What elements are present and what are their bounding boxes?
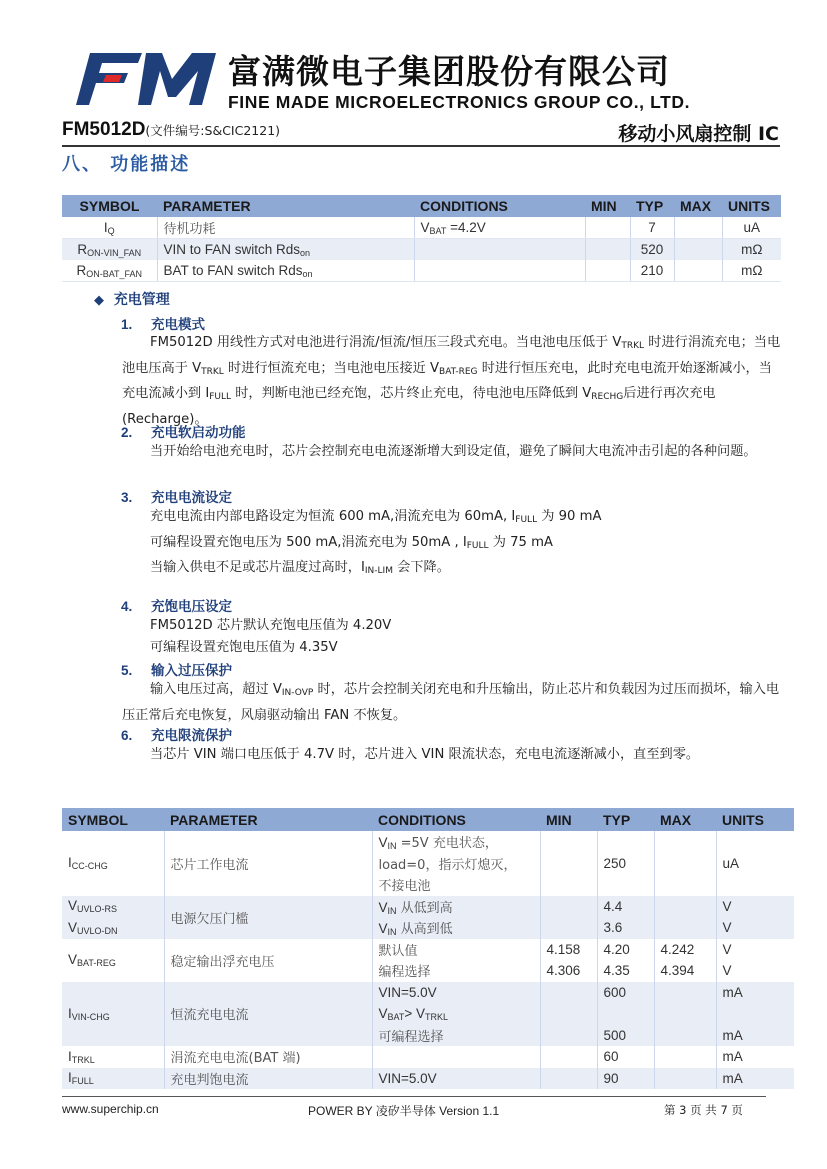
unit-cell: mA <box>716 1025 794 1047</box>
item-4-line-2: 可编程设置充饱电压值为 4.35V <box>150 639 338 655</box>
typ-cell: 250 <box>597 831 654 896</box>
parameter-cell: 待机功耗 <box>157 217 414 239</box>
col-header-min: MIN <box>540 808 597 831</box>
unit-cell: V <box>716 960 794 982</box>
footer-power-by: POWER BY 凌矽半导体 Version 1.1 <box>308 1104 500 1118</box>
footer-website: www.superchip.cn <box>62 1102 159 1116</box>
min-cell <box>540 1046 597 1068</box>
typ-cell: 7 <box>630 217 674 239</box>
symbol-cell: $R_{ON-VIN\_FAN}$ <box>62 239 157 261</box>
conditions-cell: VIN=5.0V <box>372 982 540 1004</box>
item-4-paragraph <box>122 615 782 658</box>
parameter-cell: 充电判饱电流 <box>164 1068 372 1090</box>
min-cell <box>540 917 597 939</box>
max-cell <box>654 1046 716 1068</box>
min-cell <box>585 239 630 261</box>
table-header-row <box>62 808 794 831</box>
unit-cell: V <box>716 917 794 939</box>
col-header-symbol: SYMBOL <box>62 195 157 217</box>
max-cell <box>654 896 716 918</box>
symbol-cell: $V_{BAT-REG}$ <box>62 939 164 982</box>
conditions-cell: 不接电池 <box>372 874 540 896</box>
document-model <box>62 119 280 141</box>
parameter-cell: VIN to FAN switch Rds$_{on}$ <box>157 239 414 261</box>
conditions-cell: $V_{BAT} =4.2V$ <box>414 217 585 239</box>
col-header-max: MAX <box>654 808 716 831</box>
item-3-line-1: 充电电流由内部电路设定为恒流 600 mA,涓流充电为 60mA, $I_{FULL}$ 为 90 mA <box>150 509 602 525</box>
item-3-line-2: 可编程设置充饱电压为 500 mA,涓流充电为 50mA , $I_{FULL}$ 为 75 mA <box>150 534 553 551</box>
typ-cell: 4.20 <box>597 939 654 961</box>
max-cell: 4.394 <box>654 960 716 982</box>
symbol-cell: $I_{CC-CHG}$ <box>62 831 164 896</box>
min-cell: 4.158 <box>540 939 597 961</box>
min-cell <box>540 831 597 896</box>
diamond-bullet-icon: ◆ <box>94 293 104 308</box>
item-6-paragraph: 当芯片 VIN 端口电压低于 4.7V 时，芯片进入 VIN 限流状态，充电电流逐渐减小，直至到零。 <box>150 747 700 762</box>
typ-cell: 500 <box>597 1025 654 1047</box>
col-header-typ: TYP <box>630 195 674 217</box>
header-divider <box>62 145 780 147</box>
parameter-cell: 电源欠压门槛 <box>164 896 372 939</box>
typ-cell: 210 <box>630 260 674 282</box>
col-header-symbol: SYMBOL <box>62 808 164 831</box>
max-cell <box>654 982 716 1047</box>
symbol-cell: $I_{TRKL}$ <box>62 1046 164 1068</box>
item-5-paragraph: 输入电压过高，超过 $V_{IN-OVP}$ 时，芯片会控制关闭充电和升压输出，防止芯片和负载因为过压而损坏，输入电压正常后充电恢复，风扇驱动输出 FAN 不恢复。 <box>122 682 780 723</box>
min-cell <box>585 217 630 239</box>
item-5-heading: 5. 输入过压保护 <box>121 663 232 679</box>
conditions-cell: load=0，指示灯熄灭， <box>372 853 540 875</box>
typ-cell: 3.6 <box>597 917 654 939</box>
unit-cell: uA <box>716 831 794 896</box>
item-6-heading: 6. 充电限流保护 <box>121 728 232 744</box>
unit-cell: mA <box>716 982 794 1004</box>
parameter-cell: 恒流充电电流 <box>164 982 372 1047</box>
col-header-parameter: PARAMETER <box>157 195 414 217</box>
max-cell <box>654 917 716 939</box>
unit-cell <box>716 1003 794 1025</box>
conditions-cell: $V_{IN} =5V$ 充电状态， <box>372 831 540 853</box>
item-3-heading: 3. 充电电流设定 <box>121 490 232 506</box>
min-cell <box>585 260 630 282</box>
section-heading: 八、 功能描述 <box>62 154 191 175</box>
table-row <box>62 217 781 239</box>
conditions-cell: 编程选择 <box>372 960 540 982</box>
symbol-cell: $I_Q$ <box>62 217 157 239</box>
table-header-row <box>62 195 781 217</box>
company-name-cn: 富满微电子集团股份有限公司 <box>228 52 670 91</box>
min-cell: 4.306 <box>540 960 597 982</box>
parameter-cell: 芯片工作电流 <box>164 831 372 896</box>
unit-cell: uA <box>722 217 781 239</box>
conditions-cell: VIN=5.0V <box>372 1068 540 1090</box>
col-header-parameter: PARAMETER <box>164 808 372 831</box>
spec-table-1 <box>62 195 781 282</box>
typ-cell: 4.4 <box>597 896 654 918</box>
table-row <box>62 831 794 853</box>
footer-divider <box>62 1096 766 1097</box>
conditions-cell: $V_{IN}$ 从低到高 <box>372 896 540 918</box>
symbol-cell: $V_{UVLO-RS}$ <box>62 896 164 918</box>
product-title: 移动小风扇控制 IC <box>618 123 779 145</box>
item-1-paragraph: FM5012D 用线性方式对电池进行涓流/恒流/恒压三段式充电。当电池电压低于 $V_{TRKL}$ 时进行涓流充电；当电池电压高于 $V_{TRKL}$ 时进行恒流充电；当电池电压接近 $V_{BAT-REG}$ 时进行恒压充电，此时充电电流开始逐渐减小，当充电流减小到 $I_{FULL}$ 时，判断电池已经充饱，芯片终止充电，待电池电压降低到 $V_{RECHG}$后进行再次充电(Recharge)。 <box>122 335 781 428</box>
col-header-max: MAX <box>674 195 722 217</box>
symbol-cell: $I_{FULL}$ <box>62 1068 164 1090</box>
symbol-cell: $I_{VIN-CHG}$ <box>62 982 164 1047</box>
item-3-paragraph <box>122 506 782 583</box>
col-header-typ: TYP <box>597 808 654 831</box>
item-4-heading: 4. 充饱电压设定 <box>121 599 232 615</box>
document-code: (文件编号:S&CIC2121) <box>145 123 281 138</box>
table-row <box>62 260 781 282</box>
parameter-cell: BAT to FAN switch Rds$_{on}$ <box>157 260 414 282</box>
col-header-conditions: CONDITIONS <box>372 808 540 831</box>
col-header-units: UNITS <box>722 195 781 217</box>
table-row <box>62 939 794 961</box>
max-cell <box>674 217 722 239</box>
table-row <box>62 896 794 918</box>
symbol-cell: $R_{ON-BAT\_FAN}$ <box>62 260 157 282</box>
item-4-line-1: FM5012D 芯片默认充饱电压值为 4.20V <box>150 618 392 633</box>
spec-table-2 <box>62 808 794 1089</box>
footer-page-number: 第 3 页 共 7 页 <box>664 1103 743 1117</box>
unit-cell: mΩ <box>722 260 781 282</box>
conditions-cell: $V_{BAT}> V_{TRKL}$ <box>372 1003 540 1025</box>
typ-cell: 90 <box>597 1068 654 1090</box>
conditions-cell <box>414 239 585 261</box>
unit-cell: mA <box>716 1046 794 1068</box>
charge-management-heading: ◆ 充电管理 <box>94 292 170 308</box>
model-number: FM5012D <box>62 119 146 140</box>
typ-cell: 60 <box>597 1046 654 1068</box>
table-row <box>62 982 794 1004</box>
typ-cell: 520 <box>630 239 674 261</box>
max-cell <box>674 239 722 261</box>
conditions-cell <box>414 260 585 282</box>
max-cell <box>654 1068 716 1090</box>
item-3-line-3: 当输入供电不足或芯片温度过高时，$I_{IN-LIM}$ 会下降。 <box>150 560 450 577</box>
conditions-cell: 可编程选择 <box>372 1025 540 1047</box>
table-row <box>62 239 781 261</box>
max-cell <box>674 260 722 282</box>
typ-cell <box>597 1003 654 1025</box>
col-header-units: UNITS <box>716 808 794 831</box>
parameter-cell: 涓流充电电流(BAT 端) <box>164 1046 372 1068</box>
unit-cell: mΩ <box>722 239 781 261</box>
unit-cell: V <box>716 896 794 918</box>
parameter-cell: 稳定输出浮充电压 <box>164 939 372 982</box>
col-header-conditions: CONDITIONS <box>414 195 585 217</box>
company-logo <box>76 53 216 105</box>
table-row <box>62 1046 794 1068</box>
item-2-paragraph: 当开始给电池充电时，芯片会控制充电电流逐渐增大到设定值，避免了瞬间大电流冲击引起的各种问题。 <box>150 444 757 459</box>
item-2-heading: 2. 充电软启动功能 <box>121 425 246 441</box>
conditions-cell: 默认值 <box>372 939 540 961</box>
conditions-cell <box>372 1046 540 1068</box>
min-cell <box>540 896 597 918</box>
item-1-heading: 1. 充电模式 <box>121 317 205 333</box>
unit-cell: mA <box>716 1068 794 1090</box>
col-header-min: MIN <box>585 195 630 217</box>
max-cell: 4.242 <box>654 939 716 961</box>
unit-cell: V <box>716 939 794 961</box>
conditions-cell: $V_{IN}$ 从高到低 <box>372 917 540 939</box>
max-cell <box>654 831 716 896</box>
min-cell <box>540 982 597 1047</box>
company-name-en: FINE MADE MICROELECTRONICS GROUP CO., LTD. <box>228 92 691 112</box>
typ-cell: 4.35 <box>597 960 654 982</box>
typ-cell: 600 <box>597 982 654 1004</box>
table-row <box>62 1068 794 1090</box>
symbol-cell: $V_{UVLO-DN}$ <box>62 917 164 939</box>
min-cell <box>540 1068 597 1090</box>
